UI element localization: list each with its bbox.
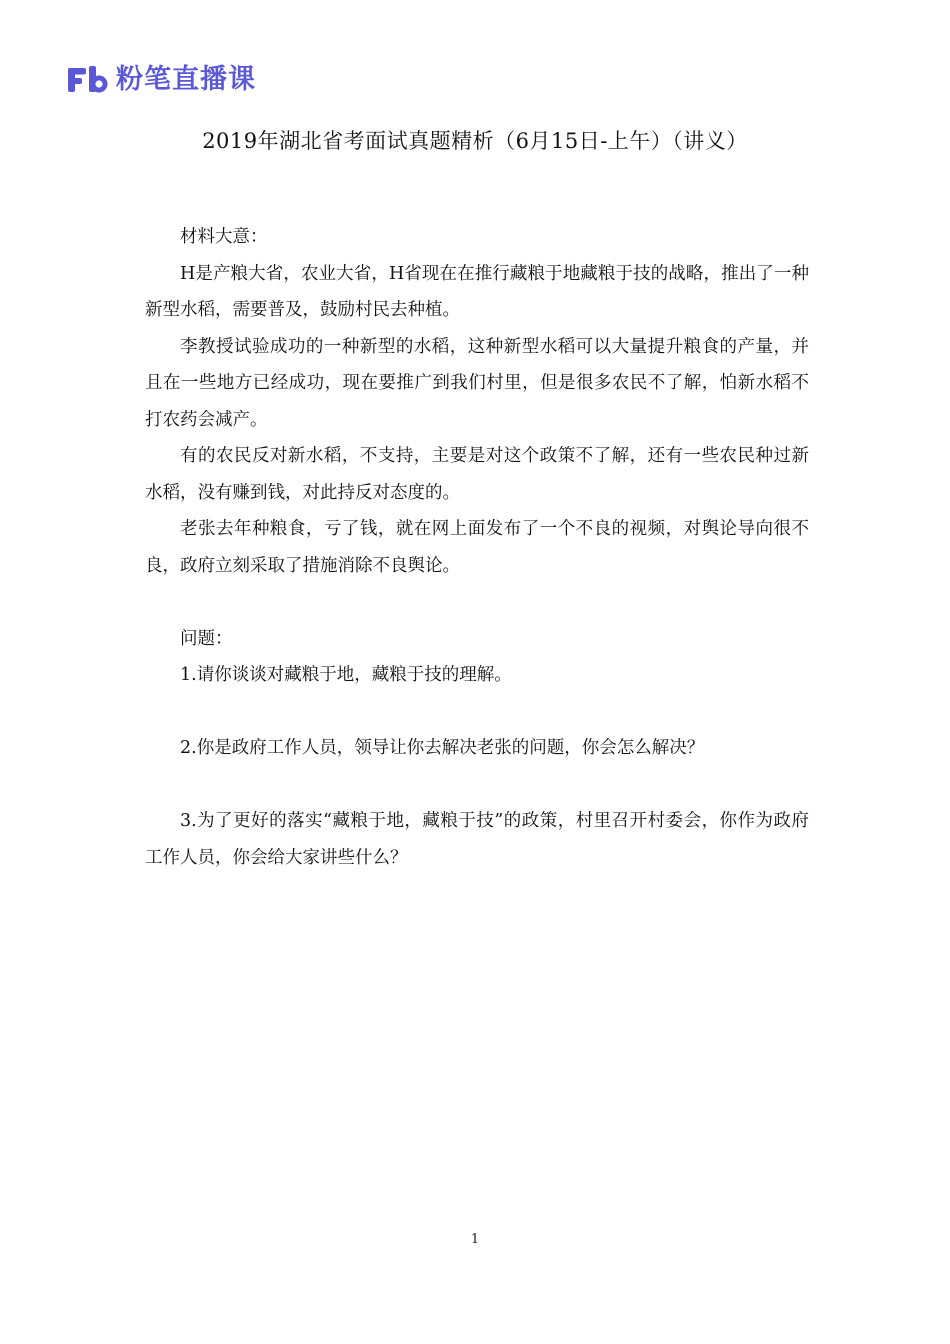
material-paragraph: H是产粮大省，农业大省，H省现在在推行藏粮于地藏粮于技的战略，推出了一种新型水稻，需要普及，鼓励村民去种植。 [145,263,809,320]
section-spacer [145,584,809,621]
logo-text: 粉笔直播课 [116,64,256,95]
header-logo [66,62,256,98]
material-paragraph: 有的农民反对新水稻，不支持，主要是对这个政策不了解，还有一些农民种过新水稻，没有赚到钱，对此持反对态度的。 [145,446,809,503]
page-number: 1 [470,1232,480,1247]
document-title: 2019年湖北省考面试真题精析（6月15日-上午）（讲义） [202,129,748,153]
question-item: 2.你是政府工作人员，领导让你去解决老张的问题，你会怎么解决？ [180,738,705,758]
question-spacer [145,694,809,731]
document-body [145,219,809,876]
question-item: 1.请你谈谈对藏粮于地，藏粮于技的理解。 [180,665,512,685]
question-item: 3.为了更好的落实“藏粮于地，藏粮于技”的政策，村里召开村委会，你作为政府工作人员，你会给大家讲些什么？ [145,811,809,868]
material-paragraph: 李教授试验成功的一种新型的水稻，这种新型水稻可以大量提升粮食的产量，并且在一些地方已经成功，现在要推广到我们村里，但是很多农民不了解，怕新水稻不打农药会减产。 [145,336,809,430]
material-paragraph: 老张去年种粮食，亏了钱，就在网上面发布了一个不良的视频，对舆论导向很不良，政府立刻采取了措施消除不良舆论。 [145,519,809,576]
questions-heading: 问题： [180,628,233,649]
question-spacer [145,767,809,804]
material-heading: 材料大意： [180,227,268,247]
fb-logo-icon [66,64,110,96]
